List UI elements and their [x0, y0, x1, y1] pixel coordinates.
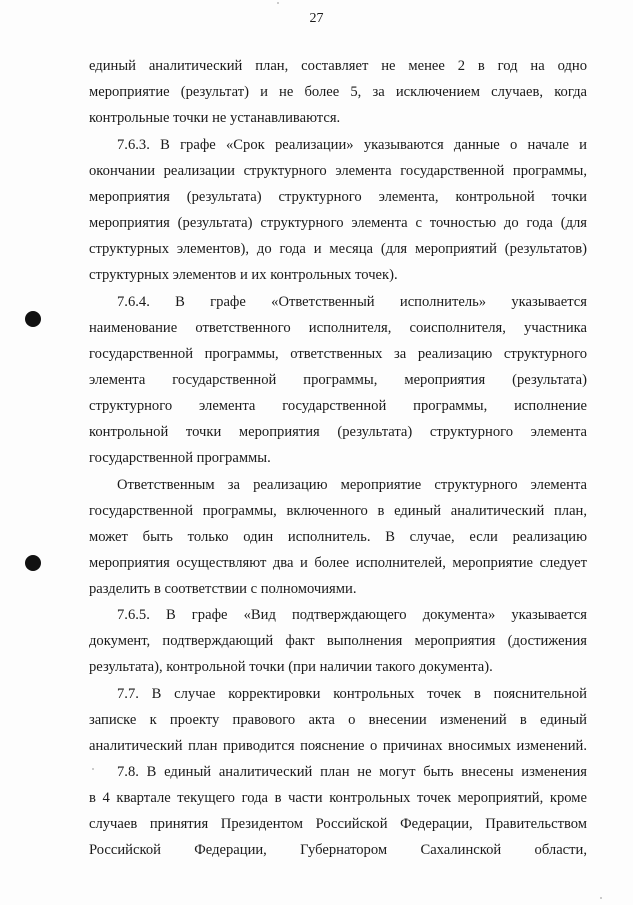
text-line: государственной программы, включенного в единый аналитический план, [89, 503, 587, 519]
text-line: элемента государственной программы, мероприятия (результата) [89, 372, 587, 388]
punch-hole-bottom [25, 555, 41, 571]
text-line: мероприятие (результат) и не более 5, за исключением случаев, когда [89, 84, 587, 100]
text-line: структурных элементов и их контрольных точек). [89, 267, 398, 283]
text-line: государственной программы. [89, 450, 271, 466]
text-line: результата), контрольной точки (при наличии такого документа). [89, 659, 493, 675]
text-line: структурного элемента государственной программы, исполнение [89, 398, 587, 414]
scan-speck [277, 2, 279, 4]
text-line: мероприятия (результата) структурного элемента с точностью до года (для [89, 215, 587, 231]
text-line: государственной программы, ответственных за реализацию структурного [89, 346, 587, 362]
text-line: Российской Федерации, Губернатором Сахалинской области, [89, 842, 587, 858]
scan-speck [92, 768, 94, 770]
text-line: контрольные точки не устанавливаются. [89, 110, 341, 126]
text-line: контрольной точки мероприятия (результата) структурного элемента [89, 424, 587, 440]
text-line: случаев принятия Президентом Российской Федерации, Правительством [89, 816, 587, 832]
text-line: структурных элементов), до года и месяца (для мероприятий (результатов) [89, 241, 587, 257]
text-line: в 4 квартале текущего года в части контрольных точек мероприятий, кроме [89, 790, 587, 806]
text-line: окончании реализации структурного элемента государственной программы, [89, 163, 587, 179]
text-line: 7.6.4. В графе «Ответственный исполнитель» указывается [117, 294, 587, 310]
punch-hole-top [25, 311, 41, 327]
scan-speck [600, 897, 602, 899]
text-line: 7.6.5. В графе «Вид подтверждающего документа» указывается [117, 607, 587, 623]
text-line: мероприятия осуществляют два и более исполнителей, мероприятие следует [89, 555, 587, 571]
text-line: разделить в соответствии с полномочиями. [89, 581, 357, 597]
text-line: мероприятия (результата) структурного элемента, контрольной точки [89, 189, 587, 205]
text-line: 7.8. В единый аналитический план не могут быть внесены изменения [117, 764, 587, 780]
text-line: 7.7. В случае корректировки контрольных точек в пояснительной [117, 686, 587, 702]
text-line: Ответственным за реализацию мероприятие структурного элемента [117, 477, 587, 493]
text-line: 7.6.3. В графе «Срок реализации» указываются данные о начале и [117, 137, 587, 153]
text-line: документ, подтверждающий факт выполнения мероприятия (достижения [89, 633, 587, 649]
text-line: записке к проекту правового акта о внесении изменений в единый [89, 712, 587, 728]
text-line: аналитический план приводится пояснение о причинах вносимых изменений. [89, 738, 587, 754]
text-line: единый аналитический план, составляет не менее 2 в год на одно [89, 58, 587, 74]
text-line: наименование ответственного исполнителя, соисполнителя, участника [89, 320, 587, 336]
page-number: 27 [309, 11, 324, 26]
text-line: может быть только один исполнитель. В случае, если реализацию [89, 529, 587, 545]
